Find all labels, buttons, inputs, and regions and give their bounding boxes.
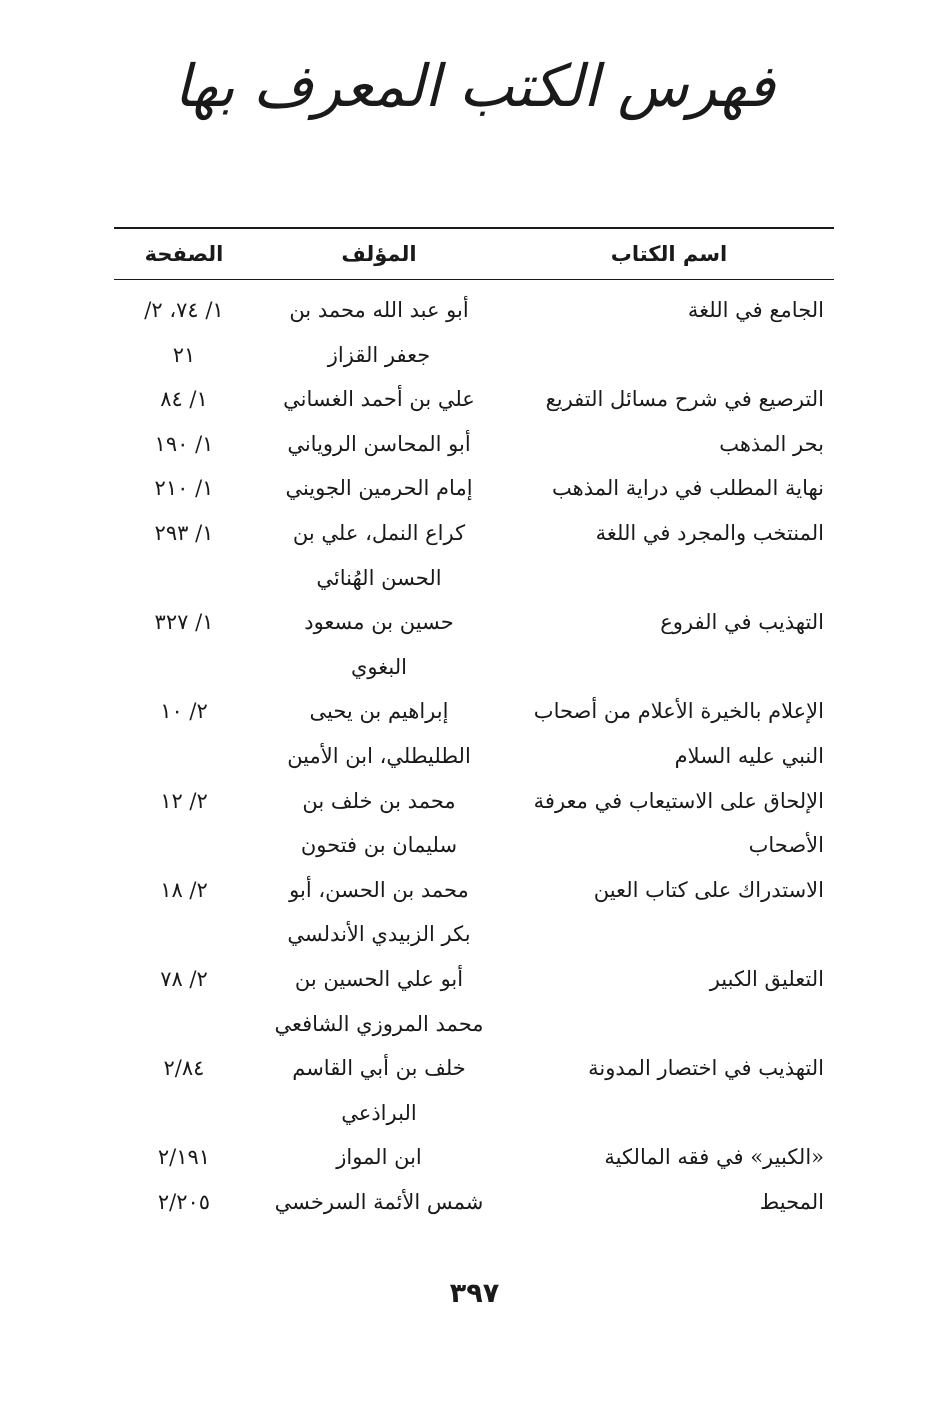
book-name-cell: الترصيع في شرح مسائل التفريع bbox=[545, 387, 824, 412]
book-name-cell: الاستدراك على كتاب العين bbox=[593, 877, 824, 902]
page-title: فهرس الكتب المعرف بها bbox=[174, 52, 775, 120]
author-cell: إمام الحرمين الجويني bbox=[285, 476, 473, 501]
page-ref-cell: ٢/ ٧٨ bbox=[160, 966, 208, 991]
header-book-name: اسم الكتاب bbox=[610, 242, 728, 266]
table-row bbox=[114, 466, 834, 511]
table-row bbox=[114, 689, 834, 778]
page-ref-cell: ١/ ٢١٠ bbox=[154, 476, 214, 501]
table-row bbox=[114, 957, 834, 1046]
author-cell: إبراهيم بن يحيى الطليطلي، ابن الأمين bbox=[287, 699, 471, 768]
table-body bbox=[114, 280, 834, 1225]
header-page: الصفحة bbox=[144, 242, 224, 266]
author-cell: علي بن أحمد الغساني bbox=[283, 387, 475, 412]
page-ref-cell: ١/ ٣٢٧ bbox=[154, 610, 214, 635]
table-row bbox=[114, 280, 834, 378]
books-index-table bbox=[114, 227, 834, 1224]
table-row bbox=[114, 511, 834, 600]
book-name-cell: التهذيب في الفروع bbox=[660, 610, 824, 635]
book-name-cell: المنتخب والمجرد في اللغة bbox=[595, 520, 824, 545]
book-name-cell: نهاية المطلب في دراية المذهب bbox=[552, 476, 824, 501]
table-row bbox=[114, 868, 834, 957]
book-name-cell: الإعلام بالخيرة الأعلام من أصحاب النبي عليه السلام bbox=[533, 699, 824, 768]
author-cell: أبو علي الحسين بن محمد المروزي الشافعي bbox=[274, 966, 484, 1036]
page-ref-cell: ٢/١٩١ bbox=[157, 1145, 211, 1170]
book-name-cell: الإلحاق على الاستيعاب في معرفة الأصحاب bbox=[533, 788, 824, 858]
page-ref-cell: ١/ ٢٩٣ bbox=[154, 520, 214, 545]
author-cell: أبو عبد الله محمد بن جعفر القزاز bbox=[289, 298, 469, 367]
table-row bbox=[114, 1135, 834, 1180]
table-row bbox=[114, 1180, 834, 1225]
header-row bbox=[114, 228, 834, 280]
book-name-cell: الجامع في اللغة bbox=[687, 298, 824, 322]
page-ref-cell: ٢/٢٠٥ bbox=[157, 1189, 211, 1214]
page-ref-cell: ٢/٨٤ bbox=[163, 1056, 205, 1081]
author-cell: محمد بن الحسن، أبو بكر الزبيدي الأندلسي bbox=[287, 877, 471, 947]
author-cell: حسين بن مسعود البغوي bbox=[304, 610, 454, 679]
header-author: المؤلف bbox=[341, 242, 417, 266]
book-name-cell: التهذيب في اختصار المدونة bbox=[588, 1056, 824, 1081]
book-name-cell: بحر المذهب bbox=[719, 431, 824, 456]
page-ref-cell: ١/ ١٩٠ bbox=[154, 431, 214, 456]
table-row bbox=[114, 1046, 834, 1135]
author-cell: ابن المواز bbox=[336, 1145, 422, 1170]
table-row bbox=[114, 422, 834, 467]
page-ref-cell: ٢/ ١٢ bbox=[160, 788, 208, 813]
author-cell: محمد بن خلف بن سليمان بن فتحون bbox=[300, 788, 458, 858]
table-row bbox=[114, 377, 834, 422]
author-cell: شمس الأئمة السرخسي bbox=[274, 1189, 484, 1214]
book-name-cell: التعليق الكبير bbox=[709, 966, 824, 991]
page-ref-cell: ١/ ٨٤ bbox=[160, 387, 208, 412]
author-cell: خلف بن أبي القاسم البراذعي bbox=[292, 1056, 466, 1125]
table-row bbox=[114, 600, 834, 689]
page-ref-cell: ١/ ٧٤، ٢/ ٢١ bbox=[144, 298, 224, 367]
page-ref-cell: ٢/ ١٠ bbox=[160, 699, 208, 724]
author-cell: كراع النمل، علي بن الحسن الهُنائي bbox=[292, 520, 466, 590]
page-number: ٣٩٧ bbox=[449, 1278, 500, 1309]
table-row bbox=[114, 779, 834, 868]
book-name-cell: المحيط bbox=[759, 1189, 824, 1214]
book-name-cell: «الكبير» في فقه المالكية bbox=[604, 1145, 824, 1170]
author-cell: أبو المحاسن الروياني bbox=[287, 431, 471, 456]
page-ref-cell: ٢/ ١٨ bbox=[160, 877, 208, 902]
table-header bbox=[114, 228, 834, 280]
